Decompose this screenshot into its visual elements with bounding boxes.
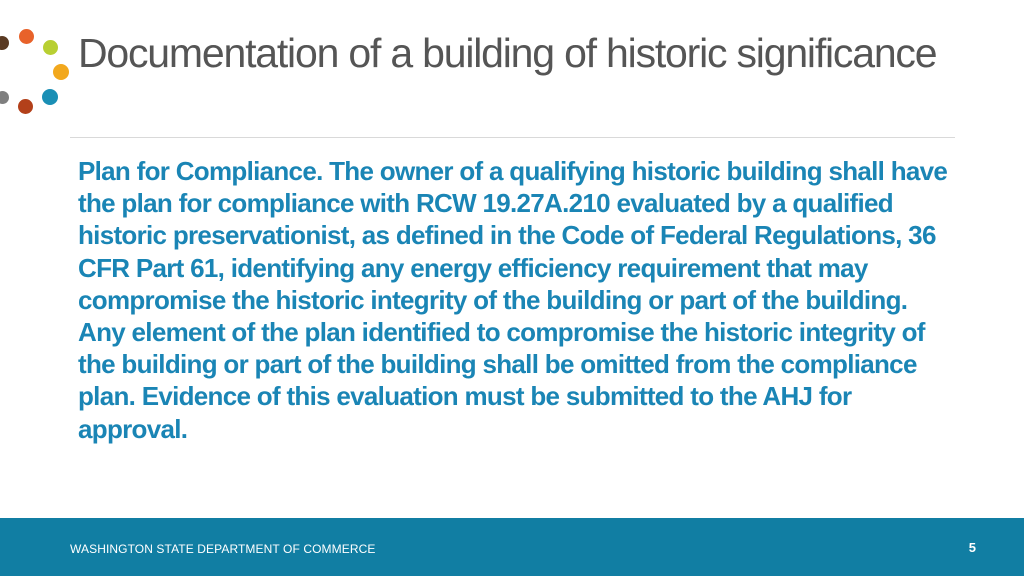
slide-body-text: Plan for Compliance. The owner of a qualifying historic building shall have the plan for compliance with RCW 19.27A.210 evaluated by a qualified historic preservationist, as defined in the Code of Federal Regulations, 36 CFR Part 61, identifying any energy efficiency requirement that may compromise the historic integrity of the building or part of the building. Any element of the plan identified to compromise the historic integrity of the building or part of the building shall be omitted from the compliance plan. Evidence of this evaluation must be submitted to the AHJ for approval. [78,156,948,444]
logo-dot-gray [0,91,9,104]
commerce-logo-dots [0,0,80,130]
logo-dot-yellow [53,64,69,80]
logo-dot-green [43,40,58,55]
logo-dot-brown [0,36,9,50]
logo-dot-blue [42,89,58,105]
slide-title: Documentation of a building of historic significance [78,30,937,76]
logo-dot-orange [19,29,34,44]
slide-number: 5 [968,540,976,555]
footer-organization: WASHINGTON STATE DEPARTMENT OF COMMERCE [70,542,376,556]
logo-dot-red [18,99,33,114]
footer-bar [0,518,1024,576]
title-divider [70,137,955,138]
